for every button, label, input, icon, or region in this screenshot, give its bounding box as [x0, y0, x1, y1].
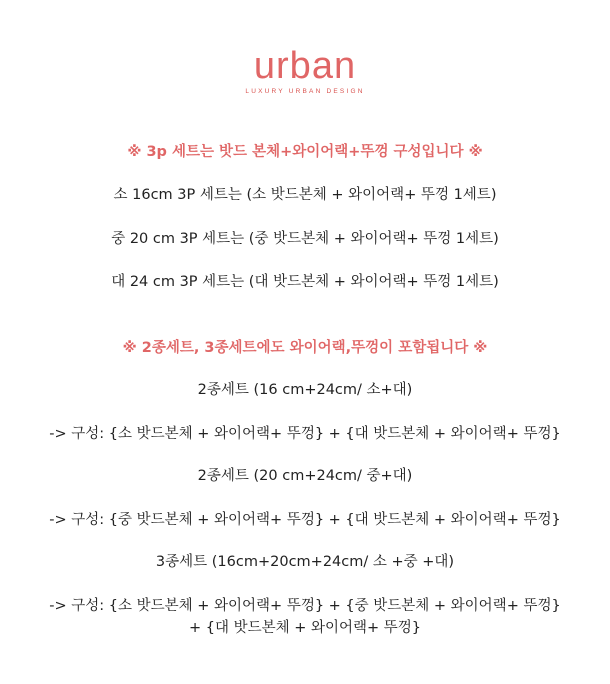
- combo-contents-3set-line-1: -> 구성: {소 밧드본체 + 와이어랙+ 뚜껑} + {중 밧드본체 + 와이어랙+ 뚜껑}: [49, 598, 561, 614]
- size-line-large: 대 24 cm 3P 세트는 (대 밧드본체 + 와이어랙+ 뚜껑 1세트): [111, 274, 499, 290]
- notice-multi-set: ※ 2종세트, 3종세트에도 와이어랙,뚜껑이 포함됩니다 ※: [122, 340, 488, 356]
- combo-contents-2set-small-large: -> 구성: {소 밧드본체 + 와이어랙+ 뚜껑} + {대 밧드본체 + 와이어랙+ 뚜껑}: [49, 426, 561, 442]
- brand-logo: [0, 46, 610, 96]
- combo-title-2set-small-large: 2종세트 (16 cm+24cm/ 소+대): [197, 382, 413, 398]
- combo-title-2set-medium-large: 2종세트 (20 cm+24cm/ 중+대): [197, 468, 413, 484]
- combo-contents-2set-medium-large: -> 구성: {중 밧드본체 + 와이어랙+ 뚜껑} + {대 밧드본체 + 와이어랙+ 뚜껑}: [49, 512, 561, 528]
- combo-contents-3set-line-2: + {대 밧드본체 + 와이어랙+ 뚜껑}: [188, 620, 422, 636]
- size-line-medium: 중 20 cm 3P 세트는 (중 밧드본체 + 와이어랙+ 뚜껑 1세트): [111, 231, 499, 247]
- logo-tagline: LUXURY URBAN DESIGN: [245, 88, 365, 95]
- logo-wordmark: urban: [253, 45, 357, 87]
- notice-3p-set: ※ 3p 세트는 밧드 본체+와이어랙+뚜껑 구성입니다 ※: [127, 144, 483, 160]
- combo-title-3set: 3종세트 (16cm+20cm+24cm/ 소 +중 +대): [155, 554, 455, 570]
- size-line-small: 소 16cm 3P 세트는 (소 밧드본체 + 와이어랙+ 뚜껑 1세트): [113, 187, 497, 203]
